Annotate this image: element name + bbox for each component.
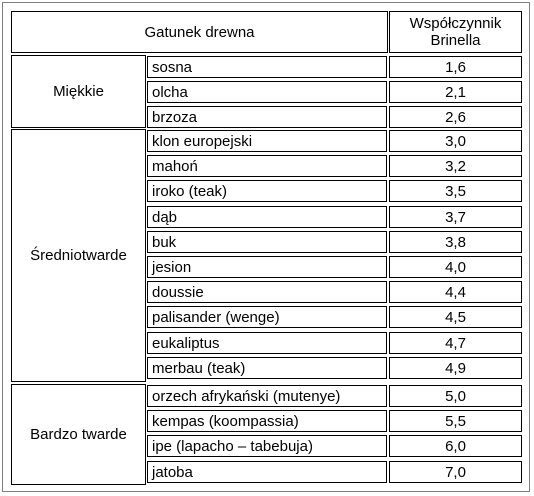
species-cell: dąb — [147, 206, 387, 228]
species-cell: mahoń — [147, 155, 387, 177]
species-cell: jatoba — [147, 461, 387, 483]
brinell-value-cell: 2,1 — [389, 81, 522, 103]
brinell-value-cell: 1,6 — [389, 56, 522, 78]
species-cell: iroko (teak) — [147, 180, 387, 202]
species-cell: brzoza — [147, 106, 387, 128]
species-cell: palisander (wenge) — [147, 306, 387, 328]
brinell-value-cell: 4,4 — [389, 281, 522, 303]
species-cell: klon europejski — [147, 130, 387, 152]
species-cell: sosna — [147, 56, 387, 78]
group-name: Bardzo twarde — [30, 426, 127, 443]
species-cell: jesion — [147, 256, 387, 278]
brinell-value-cell: 5,5 — [389, 410, 522, 432]
group-label-very-hard — [11, 384, 146, 485]
species-cell: orzech afrykański (mutenye) — [147, 385, 387, 407]
brinell-value-cell: 4,7 — [389, 332, 522, 354]
header-coefficient-label — [410, 15, 502, 49]
brinell-value-cell: 3,8 — [389, 231, 522, 253]
species-cell: merbau (teak) — [147, 357, 387, 379]
brinell-value-cell: 4,9 — [389, 357, 522, 379]
group-name: Średniotwarde — [30, 247, 127, 264]
header-coefficient-line1: Współczynnik — [409, 15, 502, 32]
group-name: Miękkie — [53, 83, 104, 100]
species-cell: buk — [147, 231, 387, 253]
brinell-value-cell: 6,0 — [389, 435, 522, 457]
header-coefficient-line2: Brinella — [430, 32, 481, 49]
brinell-value-cell: 3,5 — [389, 180, 522, 202]
brinell-value-cell: 3,0 — [389, 130, 522, 152]
species-cell: doussie — [147, 281, 387, 303]
header-species-label: Gatunek drewna — [144, 23, 255, 41]
header-coefficient — [389, 11, 522, 53]
header-species — [11, 11, 388, 53]
brinell-value-cell: 4,0 — [389, 256, 522, 278]
brinell-value-cell: 4,5 — [389, 306, 522, 328]
brinell-value-cell: 7,0 — [389, 461, 522, 483]
brinell-value-cell: 5,0 — [389, 385, 522, 407]
species-cell: kempas (koompassia) — [147, 410, 387, 432]
brinell-value-cell: 3,2 — [389, 155, 522, 177]
species-cell: eukaliptus — [147, 332, 387, 354]
group-label-soft — [11, 55, 146, 128]
species-cell: ipe (lapacho – tabebuja) — [147, 435, 387, 457]
species-cell: olcha — [147, 81, 387, 103]
hardness-table — [2, 2, 530, 492]
brinell-value-cell: 3,7 — [389, 206, 522, 228]
brinell-value-cell: 2,6 — [389, 106, 522, 128]
group-label-medium — [11, 129, 146, 382]
